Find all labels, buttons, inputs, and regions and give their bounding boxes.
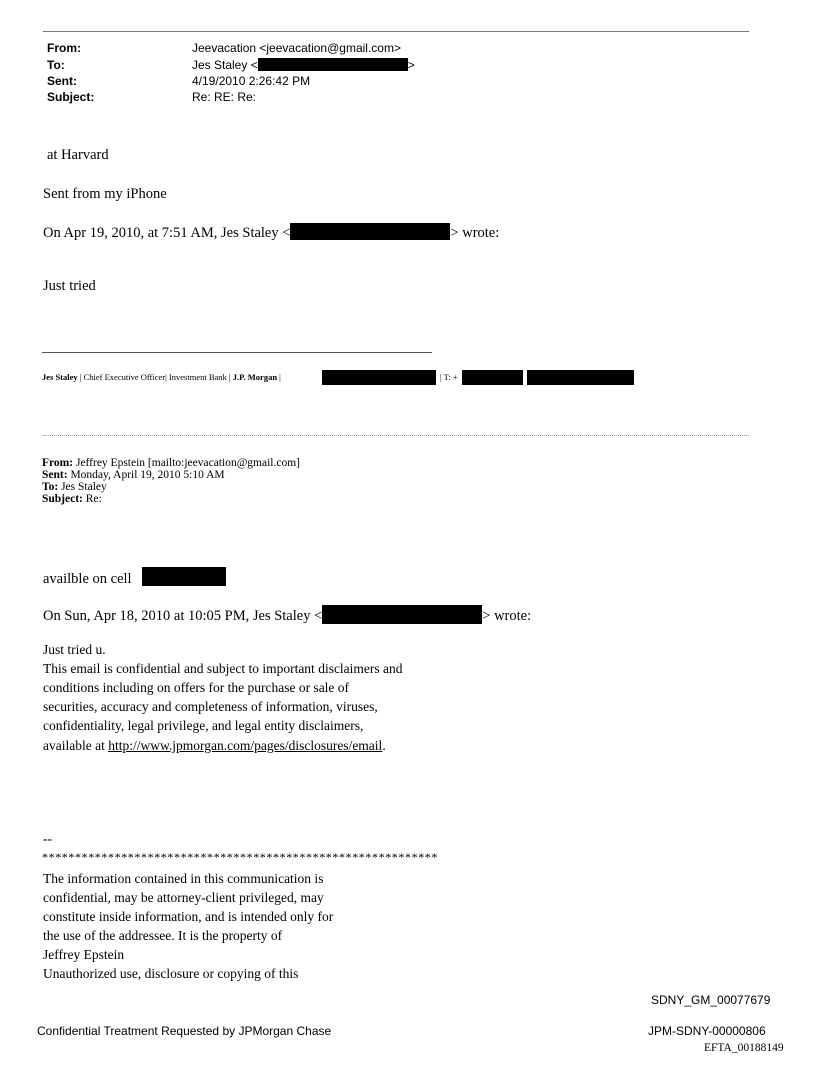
- subject-value: Re: RE: Re:: [192, 90, 257, 104]
- redaction-bar: [527, 370, 634, 385]
- body2-cell-line: [43, 570, 132, 588]
- to-value[interactable]: [192, 58, 415, 72]
- body2-p4: securities, accuracy and completeness of information, viruses,: [43, 699, 378, 714]
- fwd-subject: [42, 493, 102, 506]
- body-line-harvard: at Harvard: [47, 147, 109, 163]
- p6-suffix: .: [382, 738, 386, 753]
- body2-p2: This email is confidential and subject to important disclaimers and: [43, 661, 403, 676]
- subject-label: Subject:: [47, 90, 95, 104]
- quote1-prefix: On Apr 19, 2010, at 7:51 AM, Jes Staley <: [43, 225, 291, 241]
- sig-tel: | T: +: [440, 372, 458, 382]
- bates-jpm-sdny: JPM-SDNY-00000806: [648, 1024, 766, 1038]
- body2-p6: [43, 736, 386, 755]
- bates-efta: EFTA_00188149: [704, 1042, 784, 1054]
- stars-line: ************************************************************: [42, 850, 438, 864]
- body2-p3: conditions including on offers for the purchase or sale of: [43, 680, 350, 695]
- fwd-sent: [42, 469, 225, 482]
- disclaimer-l4: the use of the addressee. It is the property of: [43, 928, 283, 943]
- signature-divider: [42, 352, 432, 353]
- from-label: From:: [47, 41, 81, 55]
- fwd-subject-value: Re:: [82, 493, 102, 505]
- sent-value: 4/19/2010 2:26:42 PM: [192, 74, 311, 88]
- sig-company: J.P. Morgan: [232, 372, 278, 382]
- fwd-sent-label: Sent:: [42, 469, 68, 481]
- disclaimer-l6: Unauthorized use, disclosure or copying of this: [43, 966, 299, 981]
- body-line-just-tried: Just tried: [43, 278, 96, 294]
- confidential-notice: Confidential Treatment Requested by JPMorgan Chase: [37, 1024, 332, 1038]
- sig-name: Jes Staley: [42, 372, 78, 382]
- quote1-suffix: > wrote:: [450, 225, 500, 241]
- sig-dashes: --: [43, 831, 52, 846]
- redaction-bar: [142, 567, 226, 586]
- disclosures-link[interactable]: http://www.jpmorgan.com/pages/disclosures/email: [108, 738, 383, 753]
- p6-prefix: available at: [43, 738, 109, 753]
- redaction-bar: [322, 370, 436, 385]
- redaction-bar: [462, 370, 523, 385]
- disclaimer-l3: constitute inside information, and is intended only for: [43, 909, 334, 924]
- sig-sep: |: [277, 372, 281, 382]
- bates-sdny-gm: SDNY_GM_00077679: [651, 993, 771, 1007]
- fwd-from-value[interactable]: Jeffrey Epstein [mailto:jeevacation@gmail.com]: [73, 457, 300, 469]
- disclaimer-l2: confidential, may be attorney-client privileged, may: [43, 890, 324, 905]
- quote-header-2: [43, 605, 531, 625]
- redaction-bar: [258, 58, 408, 71]
- forward-divider: [43, 435, 749, 436]
- fwd-from-label: From:: [42, 457, 74, 469]
- fwd-subject-label: Subject:: [42, 493, 83, 505]
- redaction-bar: [290, 223, 450, 240]
- fwd-to: [42, 481, 107, 494]
- disclaimer-l1: The information contained in this communication is: [43, 871, 324, 886]
- quote-header-1: [43, 223, 499, 242]
- redaction-bar: [322, 605, 482, 624]
- fwd-to-value: Jes Staley: [58, 481, 107, 493]
- body2-p1: Just tried u.: [43, 642, 106, 657]
- sent-label: Sent:: [47, 74, 77, 88]
- sig-title: | Chief Executive Officer| Investment Bank |: [77, 372, 233, 382]
- to-suffix: >: [407, 58, 415, 72]
- body2-p5: confidentiality, legal privilege, and legal entity disclaimers,: [43, 718, 364, 733]
- quote2-suffix: > wrote:: [482, 608, 532, 624]
- quote2-prefix: On Sun, Apr 18, 2010 at 10:05 PM, Jes Staley <: [43, 608, 323, 624]
- top-divider: [43, 31, 749, 32]
- from-value[interactable]: Jeevacation <jeevacation@gmail.com>: [192, 41, 401, 55]
- fwd-to-label: To:: [42, 481, 59, 493]
- to-prefix: Jes Staley <: [192, 58, 258, 72]
- fwd-from: [42, 457, 300, 470]
- cell-text: availble on cell: [43, 571, 132, 587]
- signature-line: [42, 372, 281, 382]
- to-label: To:: [47, 58, 65, 72]
- disclaimer-l5: Jeffrey Epstein: [43, 947, 125, 962]
- body-line-iphone: Sent from my iPhone: [43, 186, 167, 202]
- fwd-sent-value: Monday, April 19, 2010 5:10 AM: [67, 469, 225, 481]
